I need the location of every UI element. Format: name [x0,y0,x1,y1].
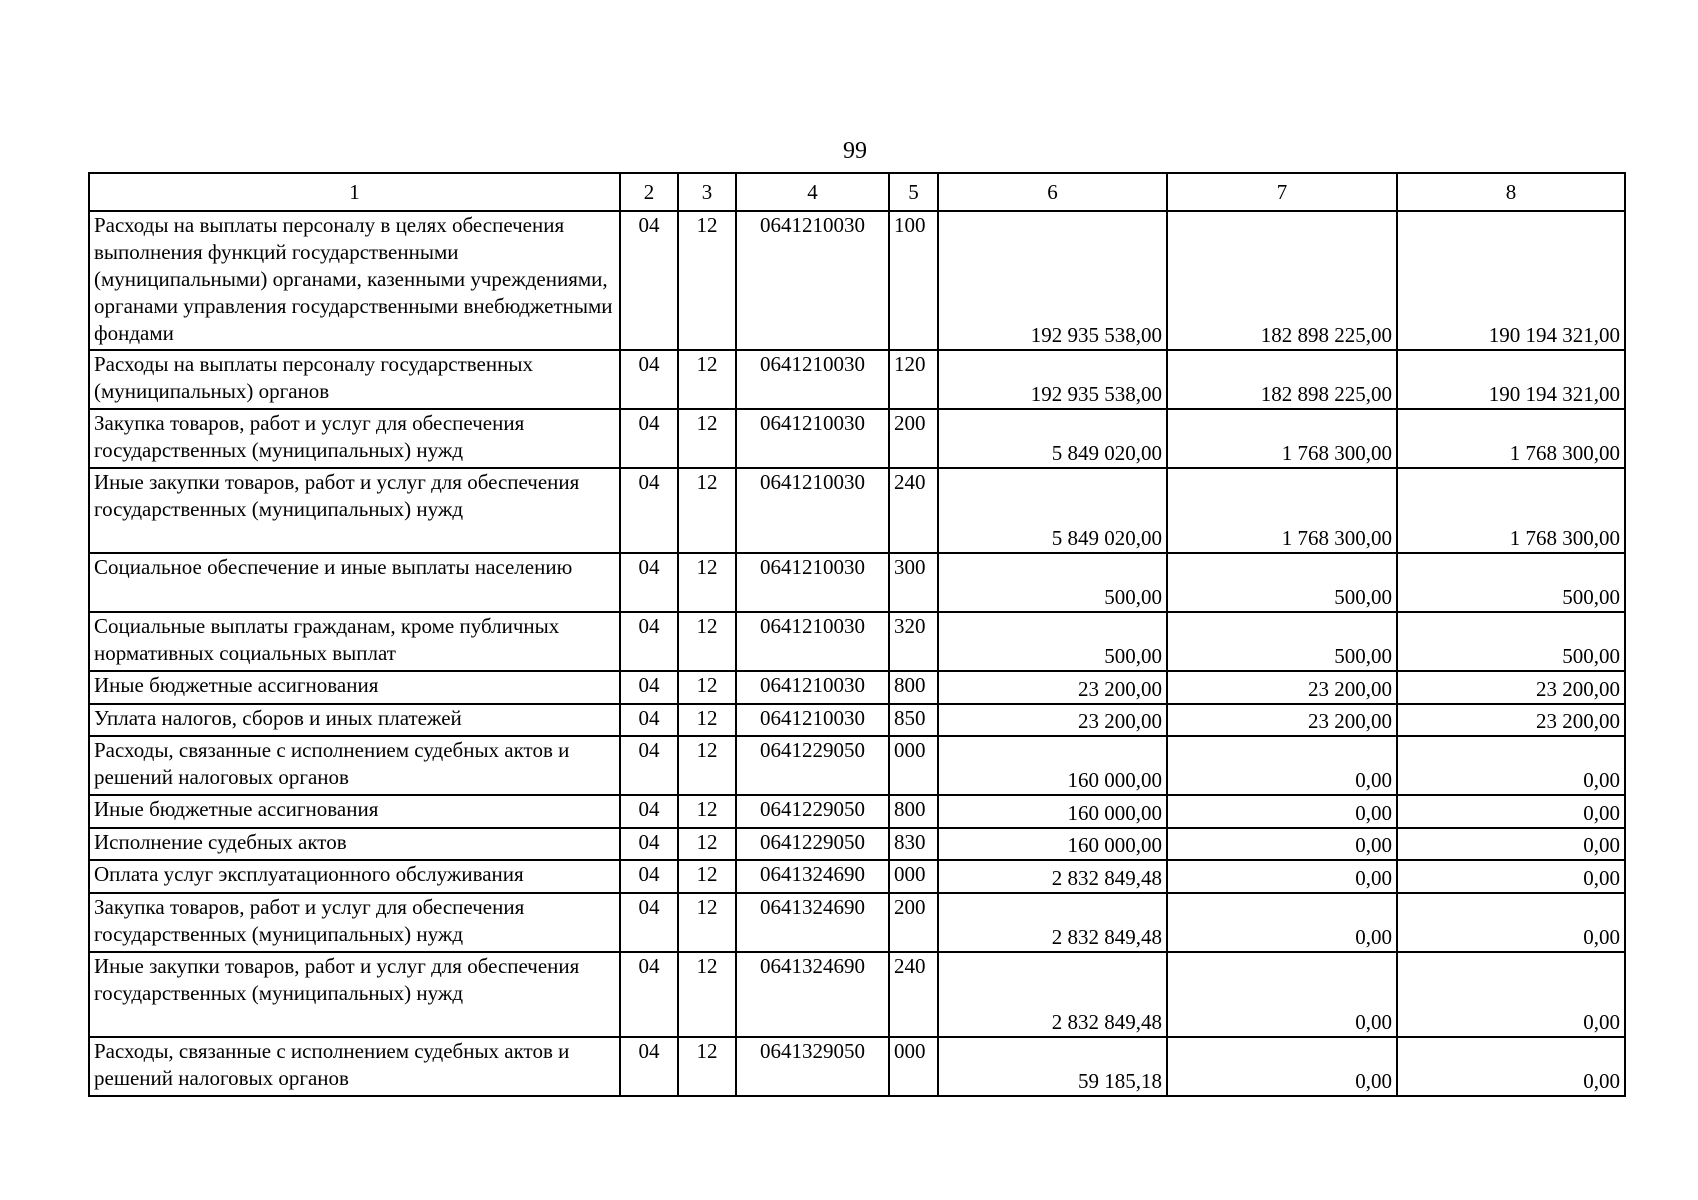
row-amount-col8: 1 768 300,00 [1397,468,1625,554]
row-target-code: 0641229050 [736,828,889,861]
header-cell: 2 [620,173,678,211]
row-target-code: 0641210030 [736,409,889,468]
row-expense-type-code: 000 [889,1037,938,1096]
row-subsection-code: 12 [678,828,736,861]
row-target-code: 0641329050 [736,1037,889,1096]
table-row [89,553,1625,612]
row-target-code: 0641210030 [736,553,889,612]
table-row [89,350,1625,409]
row-amount-col6: 2 832 849,48 [938,860,1167,893]
row-subsection-code: 12 [678,671,736,704]
row-section-code: 04 [620,704,678,737]
row-amount-col8: 500,00 [1397,612,1625,671]
row-amount-col7: 0,00 [1167,795,1397,828]
table-row [89,828,1625,861]
header-cell: 8 [1397,173,1625,211]
row-amount-col7: 1 768 300,00 [1167,409,1397,468]
row-amount-col7: 182 898 225,00 [1167,211,1397,350]
row-target-code: 0641229050 [736,795,889,828]
row-subsection-code: 12 [678,211,736,350]
row-subsection-code: 12 [678,409,736,468]
row-amount-col8: 23 200,00 [1397,671,1625,704]
row-description: Уплата налогов, сборов и иных платежей [89,704,620,737]
row-description: Иные закупки товаров, работ и услуг для обеспечения государственных (муниципальных) нужд [89,952,620,1038]
row-expense-type-code: 000 [889,860,938,893]
row-description: Социальное обеспечение и иные выплаты населению [89,553,620,612]
row-subsection-code: 12 [678,553,736,612]
row-amount-col8: 190 194 321,00 [1397,211,1625,350]
row-expense-type-code: 320 [889,612,938,671]
row-target-code: 0641210030 [736,468,889,554]
row-amount-col8: 190 194 321,00 [1397,350,1625,409]
budget-table [88,172,1626,1097]
row-subsection-code: 12 [678,860,736,893]
row-section-code: 04 [620,211,678,350]
row-section-code: 04 [620,612,678,671]
row-target-code: 0641324690 [736,860,889,893]
row-expense-type-code: 200 [889,409,938,468]
row-description: Социальные выплаты гражданам, кроме публичных нормативных социальных выплат [89,612,620,671]
row-amount-col7: 0,00 [1167,736,1397,795]
table-row [89,409,1625,468]
row-amount-col7: 23 200,00 [1167,671,1397,704]
row-target-code: 0641210030 [736,671,889,704]
page-number: 99 [843,138,867,164]
row-expense-type-code: 100 [889,211,938,350]
row-target-code: 0641210030 [736,211,889,350]
row-target-code: 0641210030 [736,612,889,671]
row-amount-col6: 500,00 [938,553,1167,612]
row-description: Иные закупки товаров, работ и услуг для обеспечения государственных (муниципальных) нужд [89,468,620,554]
row-amount-col7: 0,00 [1167,860,1397,893]
row-amount-col8: 0,00 [1397,860,1625,893]
row-section-code: 04 [620,893,678,952]
row-amount-col7: 1 768 300,00 [1167,468,1397,554]
row-section-code: 04 [620,736,678,795]
row-description: Расходы, связанные с исполнением судебных актов и решений налоговых органов [89,736,620,795]
row-amount-col7: 0,00 [1167,952,1397,1038]
row-amount-col7: 0,00 [1167,893,1397,952]
row-amount-col6: 23 200,00 [938,671,1167,704]
row-section-code: 04 [620,1037,678,1096]
row-amount-col6: 23 200,00 [938,704,1167,737]
row-amount-col8: 0,00 [1397,828,1625,861]
row-amount-col8: 0,00 [1397,952,1625,1038]
row-subsection-code: 12 [678,795,736,828]
row-amount-col6: 192 935 538,00 [938,211,1167,350]
table-row [89,211,1625,350]
row-description: Оплата услуг эксплуатационного обслуживания [89,860,620,893]
row-target-code: 0641229050 [736,736,889,795]
header-cell: 3 [678,173,736,211]
row-subsection-code: 12 [678,1037,736,1096]
row-amount-col7: 23 200,00 [1167,704,1397,737]
row-section-code: 04 [620,860,678,893]
header-cell: 7 [1167,173,1397,211]
row-amount-col8: 0,00 [1397,1037,1625,1096]
row-amount-col6: 5 849 020,00 [938,468,1167,554]
row-section-code: 04 [620,952,678,1038]
header-cell: 1 [89,173,620,211]
header-cell: 4 [736,173,889,211]
table-row [89,860,1625,893]
row-section-code: 04 [620,828,678,861]
row-section-code: 04 [620,795,678,828]
row-subsection-code: 12 [678,350,736,409]
table-row [89,612,1625,671]
row-description: Расходы на выплаты персоналу в целях обеспечения выполнения функций государственными (муниципальными) органами, казенными учреждениями, органами управления государственными внебюджетными фондами [89,211,620,350]
row-amount-col6: 160 000,00 [938,736,1167,795]
row-subsection-code: 12 [678,893,736,952]
row-section-code: 04 [620,350,678,409]
row-amount-col6: 192 935 538,00 [938,350,1167,409]
row-amount-col8: 0,00 [1397,893,1625,952]
row-amount-col7: 500,00 [1167,612,1397,671]
row-target-code: 0641210030 [736,350,889,409]
table-row [89,671,1625,704]
row-subsection-code: 12 [678,704,736,737]
table-row [89,952,1625,1038]
row-expense-type-code: 830 [889,828,938,861]
row-target-code: 0641324690 [736,893,889,952]
table-row [89,468,1625,554]
row-expense-type-code: 120 [889,350,938,409]
row-amount-col8: 1 768 300,00 [1397,409,1625,468]
row-description: Расходы на выплаты персоналу государственных (муниципальных) органов [89,350,620,409]
row-expense-type-code: 800 [889,671,938,704]
row-description: Расходы, связанные с исполнением судебных актов и решений налоговых органов [89,1037,620,1096]
row-expense-type-code: 000 [889,736,938,795]
row-expense-type-code: 240 [889,468,938,554]
row-amount-col7: 0,00 [1167,1037,1397,1096]
row-subsection-code: 12 [678,468,736,554]
table-row [89,795,1625,828]
table-row [89,704,1625,737]
row-amount-col6: 5 849 020,00 [938,409,1167,468]
row-amount-col8: 23 200,00 [1397,704,1625,737]
row-amount-col7: 182 898 225,00 [1167,350,1397,409]
row-description: Иные бюджетные ассигнования [89,795,620,828]
row-description: Иные бюджетные ассигнования [89,671,620,704]
row-target-code: 0641324690 [736,952,889,1038]
row-amount-col6: 160 000,00 [938,828,1167,861]
header-cell: 6 [938,173,1167,211]
row-expense-type-code: 200 [889,893,938,952]
table-row [89,736,1625,795]
row-section-code: 04 [620,409,678,468]
row-expense-type-code: 300 [889,553,938,612]
table-row [89,893,1625,952]
row-expense-type-code: 800 [889,795,938,828]
row-amount-col7: 500,00 [1167,553,1397,612]
row-section-code: 04 [620,671,678,704]
row-expense-type-code: 240 [889,952,938,1038]
row-amount-col6: 500,00 [938,612,1167,671]
row-section-code: 04 [620,468,678,554]
row-amount-col6: 59 185,18 [938,1037,1167,1096]
row-target-code: 0641210030 [736,704,889,737]
row-description: Закупка товаров, работ и услуг для обеспечения государственных (муниципальных) нужд [89,893,620,952]
row-subsection-code: 12 [678,952,736,1038]
row-amount-col7: 0,00 [1167,828,1397,861]
row-amount-col8: 0,00 [1397,736,1625,795]
row-description: Закупка товаров, работ и услуг для обеспечения государственных (муниципальных) нужд [89,409,620,468]
row-amount-col8: 0,00 [1397,795,1625,828]
row-section-code: 04 [620,553,678,612]
table-row [89,1037,1625,1096]
row-subsection-code: 12 [678,612,736,671]
row-subsection-code: 12 [678,736,736,795]
row-expense-type-code: 850 [889,704,938,737]
header-row [89,173,1625,211]
row-amount-col6: 2 832 849,48 [938,893,1167,952]
header-cell: 5 [889,173,938,211]
row-description: Исполнение судебных актов [89,828,620,861]
row-amount-col8: 500,00 [1397,553,1625,612]
row-amount-col6: 2 832 849,48 [938,952,1167,1038]
row-amount-col6: 160 000,00 [938,795,1167,828]
